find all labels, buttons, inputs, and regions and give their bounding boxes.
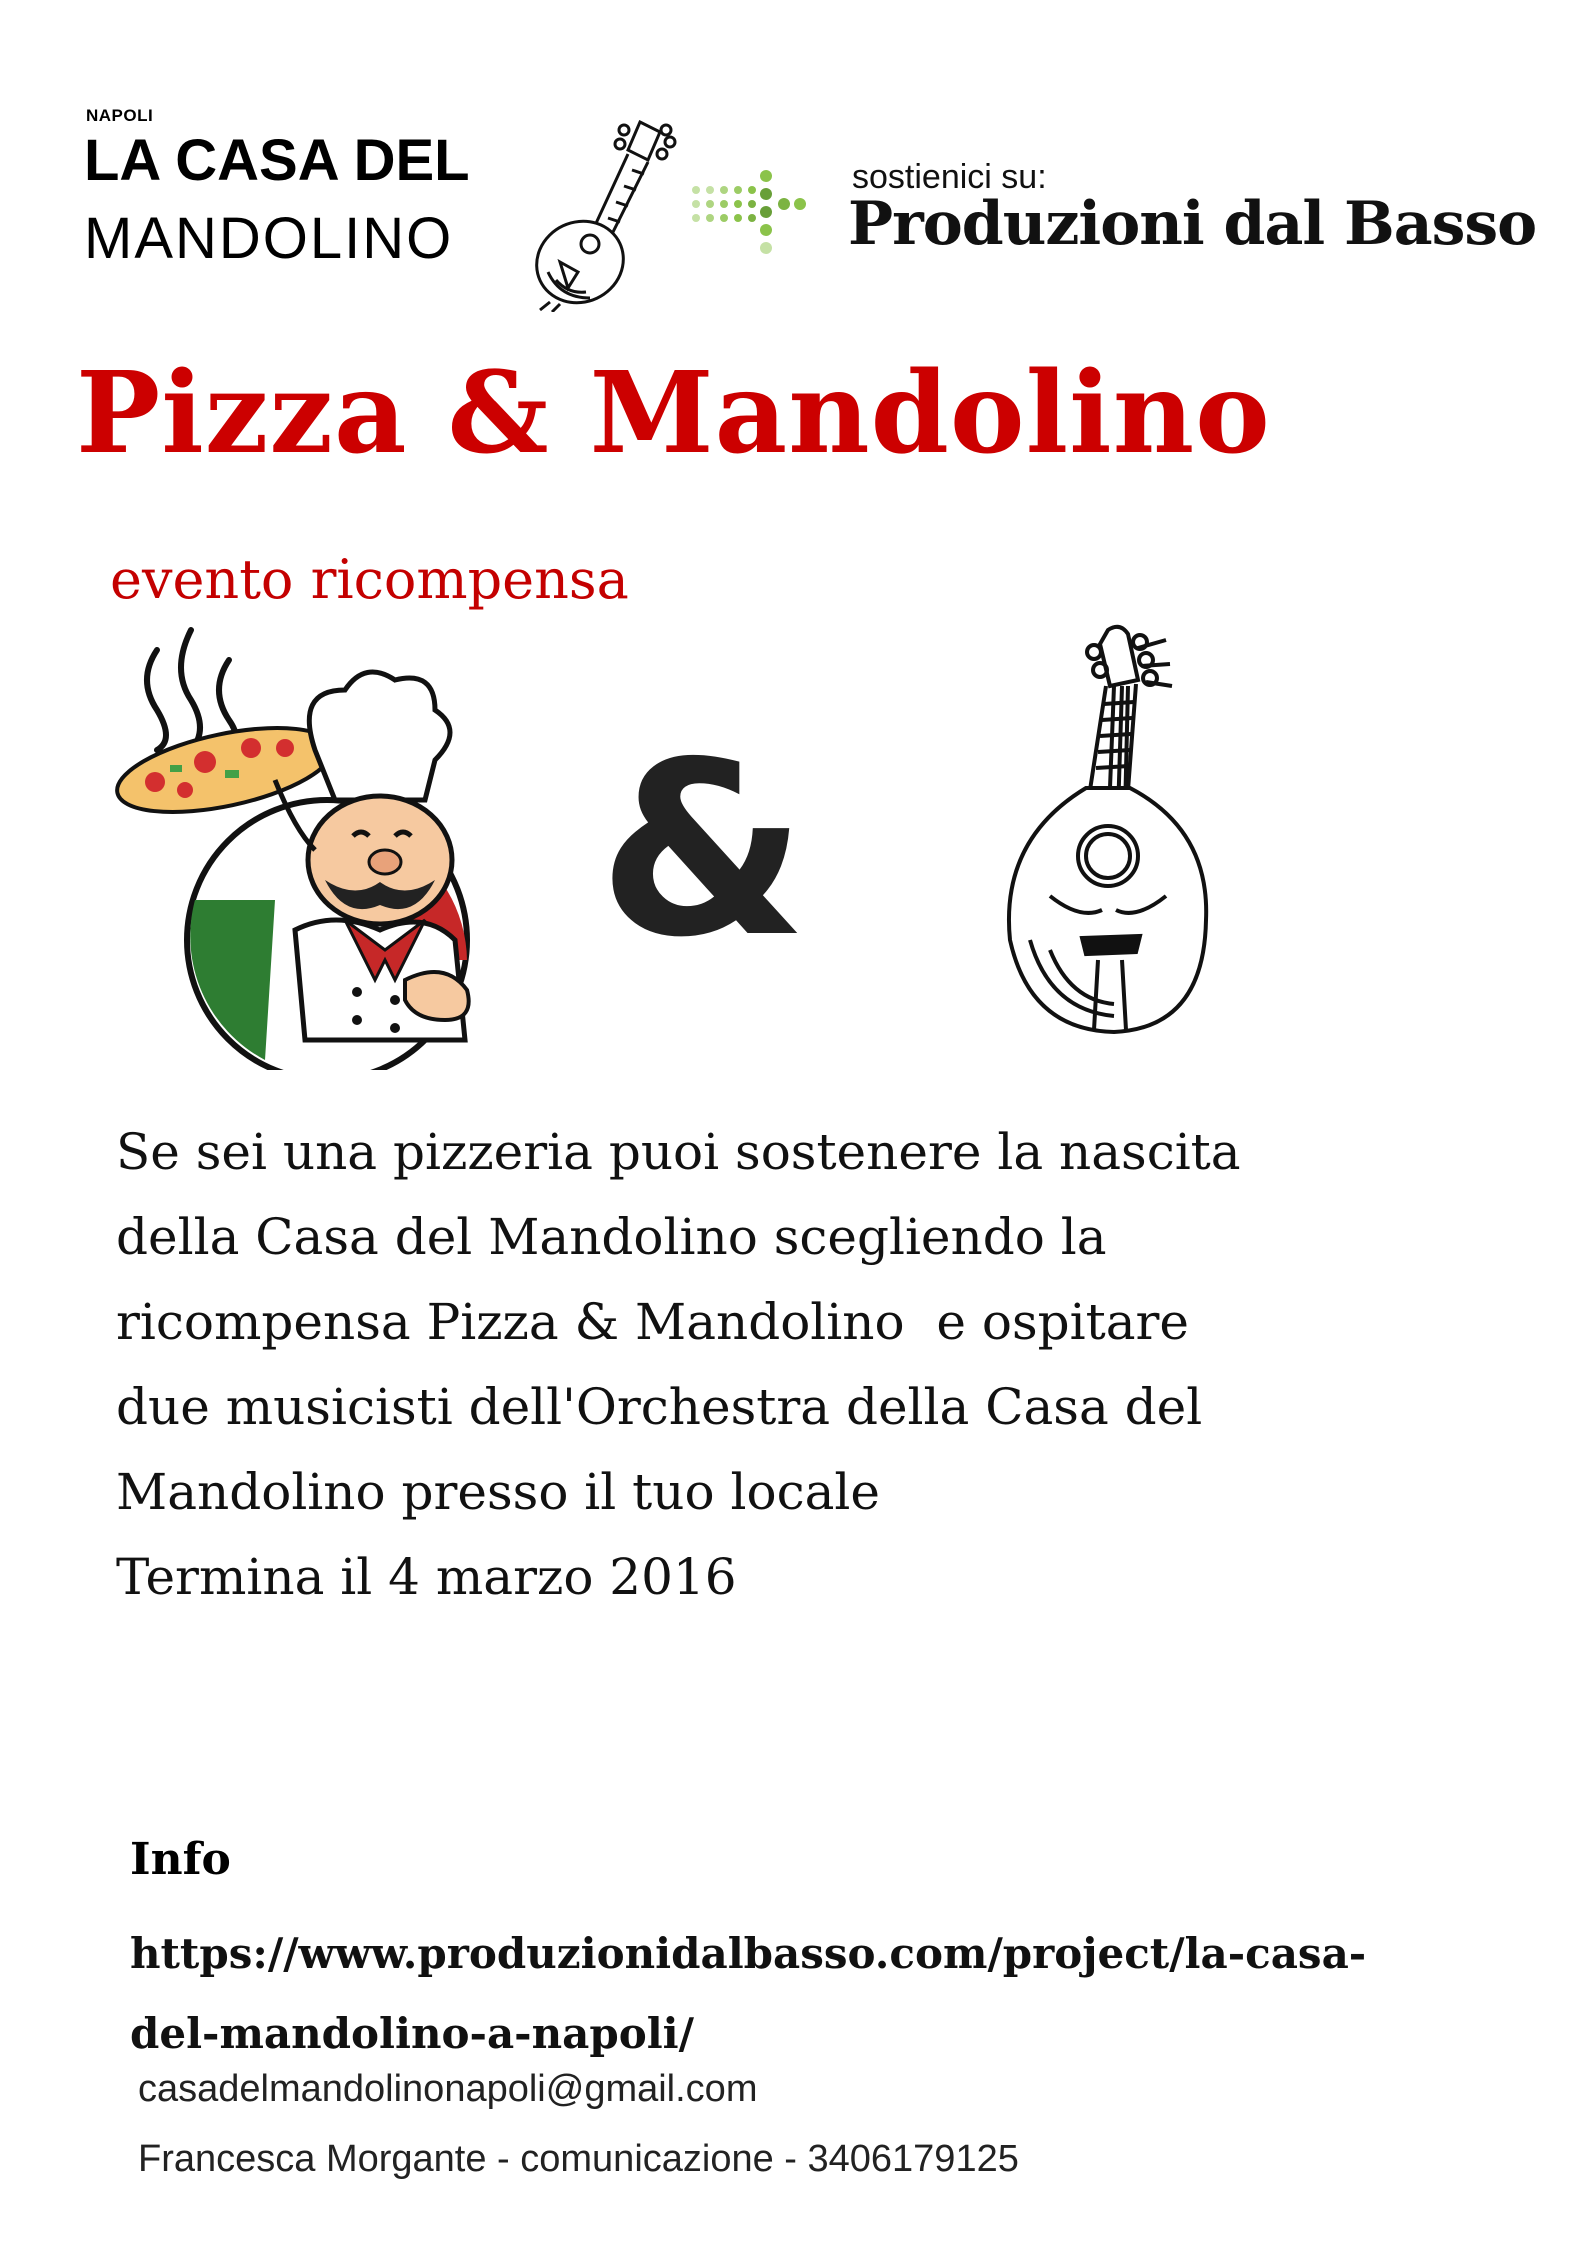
contact-person: Francesca Morgante - comunicazione - 3406179125 (138, 2138, 1019, 2180)
project-url-link[interactable] (130, 1914, 1530, 2074)
chef-pizza-icon (95, 600, 495, 1075)
logo-title-line1: LA CASA DEL (84, 128, 470, 193)
info-label: Info (130, 1834, 231, 1885)
body-line: Se sei una pizzeria puoi sostenere la nascita (116, 1123, 1241, 1181)
ampersand-symbol: & (598, 710, 808, 990)
body-paragraph (116, 1110, 1516, 1620)
body-line: ricompensa Pizza & Mandolino e ospitare (116, 1293, 1190, 1351)
body-line: Mandolino presso il tuo locale (116, 1463, 880, 1521)
dots-logo-icon (690, 170, 830, 265)
page-subtitle: evento ricompensa (110, 548, 629, 611)
body-line: della Casa del Mandolino scegliendo la (116, 1208, 1107, 1266)
url-line[interactable]: del-mandolino-a-napoli/ (130, 2009, 694, 2058)
url-line[interactable]: https://www.produzionidalbasso.com/project/la-casa- (130, 1929, 1367, 1978)
page-title: Pizza & Mandolino (76, 348, 1271, 479)
contact-email[interactable]: casadelmandolinonapoli@gmail.com (138, 2068, 758, 2110)
body-line: Termina il 4 marzo 2016 (116, 1548, 737, 1606)
logo-city-label: NAPOLI (86, 106, 154, 125)
support-label: sostienici su: (852, 158, 1047, 196)
mandolin-icon (990, 620, 1230, 1045)
platform-name: Produzioni dal Basso (848, 189, 1537, 259)
body-line: due musicisti dell'Orchestra della Casa del (116, 1378, 1203, 1436)
logo-title-line2: MANDOLINO (84, 206, 454, 271)
mandolin-logo-icon (520, 112, 680, 317)
